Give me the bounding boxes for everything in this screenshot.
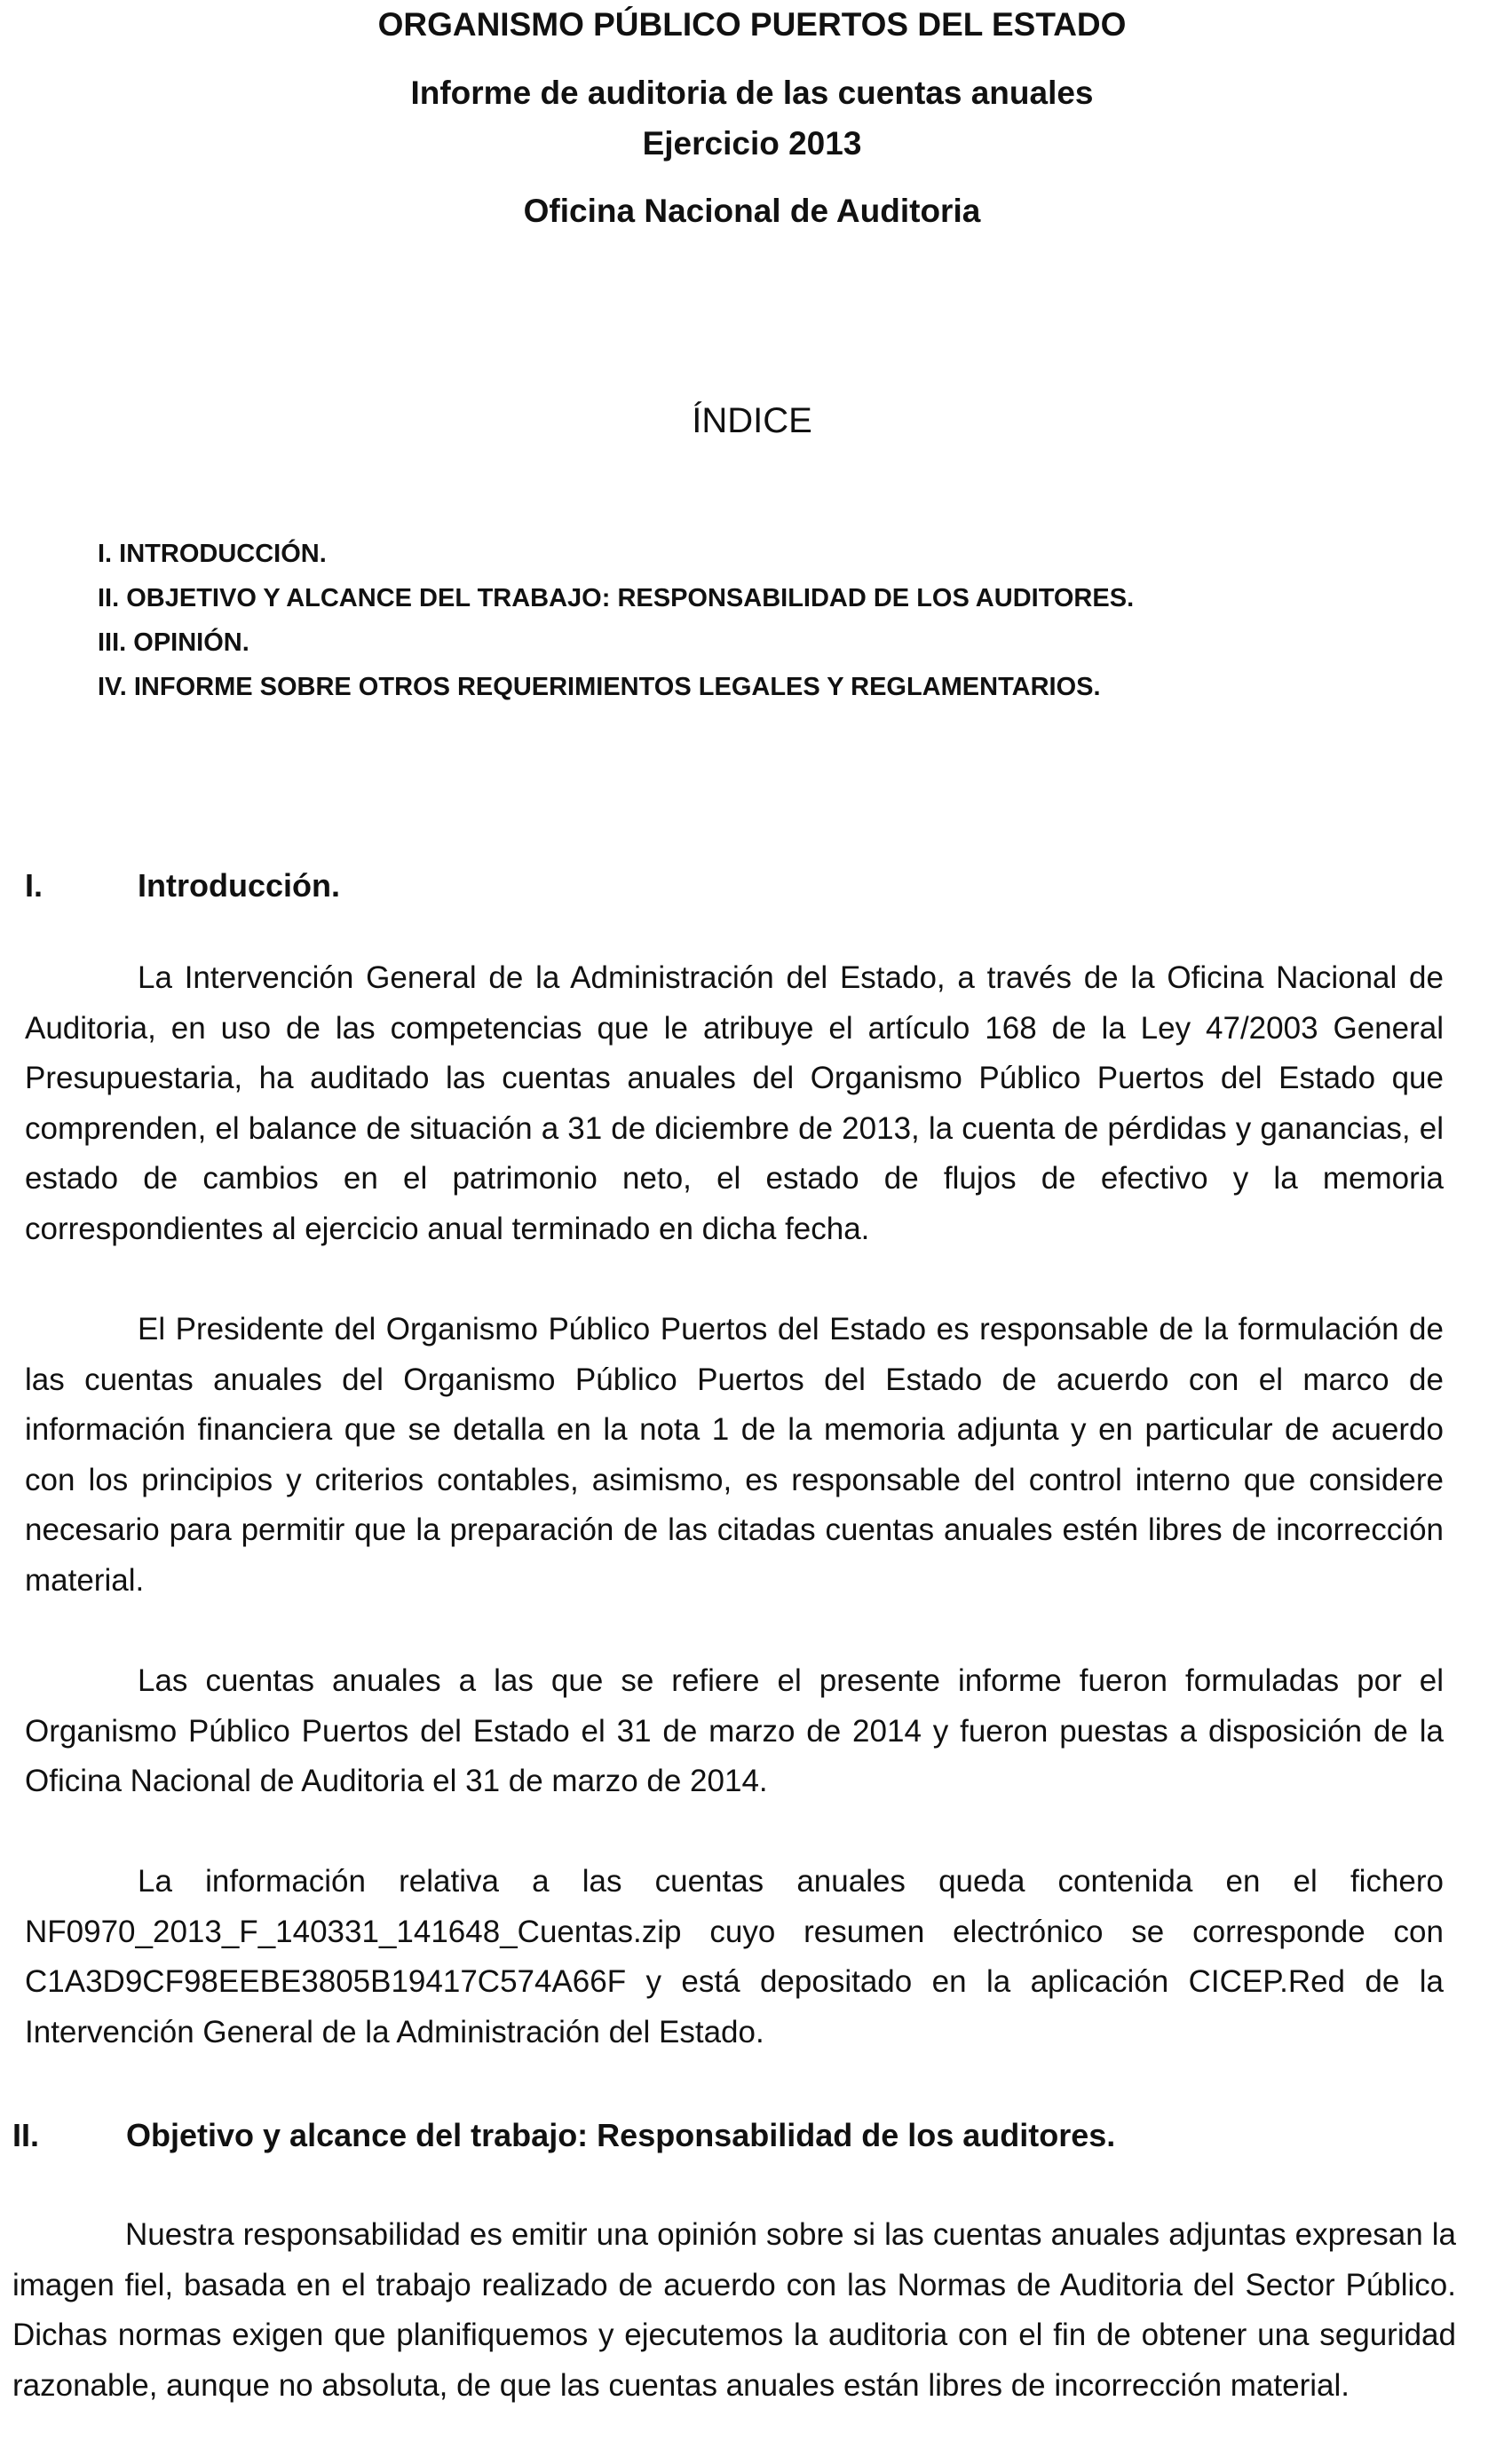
section-number: II. [12, 2117, 40, 2153]
toc-item: I. INTRODUCCIÓN. [98, 540, 327, 568]
paragraph: Nuestra responsabilidad es emitir una opinión sobre si las cuentas anuales adjuntas expresan la imagen fiel, basada en el trabajo realizado de acuerdo con las Normas de Auditoria del Sector Público. Dichas normas exigen que planifiquemos y ejecutemos la auditoria con el fin de obtener una seguridad razonable, aunque no absoluta, de que las cuentas anuales están libres de incorrección material. [12, 2217, 1456, 2403]
paragraph: La información relativa a las cuentas anuales queda contenida en el fichero NF0970_2013_F_140331_141648_Cuentas.zip cuyo resumen electrónico se corresponde con C1A3D9CF98EEBE3805B19417C574A66F y está depositado en la aplicación CICEP.Red de la Intervención General de la Administración del Estado. [25, 1864, 1444, 2049]
toc-item: III. OPINIÓN. [98, 628, 249, 657]
toc-item: IV. INFORME SOBRE OTROS REQUERIMIENTOS LEGALES Y REGLAMENTARIOS. [98, 673, 1101, 701]
office-name: Oficina Nacional de Auditoria [523, 193, 981, 229]
section-title: Objetivo y alcance del trabajo: Responsabilidad de los auditores. [126, 2117, 1116, 2153]
paragraph: El Presidente del Organismo Público Puertos del Estado es responsable de la formulación de las cuentas anuales del Organismo Público Puertos del Estado de acuerdo con el marco de información financiera que se detalla en la nota 1 de la memoria adjunta y en particular de acuerdo con los principios y criterios contables, asimismo, es responsable del control interno que considere necesario para permitir que la preparación de las citadas cuentas anuales estén libres de incorrección material. [25, 1312, 1444, 1598]
paragraph: La Intervención General de la Administración del Estado, a través de la Oficina Nacional de Auditoria, en uso de las competencias que le atribuye el artículo 168 de la Ley 47/2003 General Presupuestaria, ha auditado las cuentas anuales del Organismo Público Puertos del Estado que comprenden, el balance de situación a 31 de diciembre de 2013, la cuenta de pérdidas y ganancias, el estado de cambios en el patrimonio neto, el estado de flujos de efectivo y la memoria correspondientes al ejercicio anual terminado en dicha fecha. [25, 960, 1444, 1246]
paragraph: Las cuentas anuales a las que se refiere el presente informe fueron formuladas por el Organismo Público Puertos del Estado el 31 de marzo de 2014 y fueron puestas a disposición de la Oficina Nacional de Auditoria el 31 de marzo de 2014. [25, 1663, 1444, 1799]
report-title: Informe de auditoria de las cuentas anuales [410, 75, 1094, 111]
toc-item: II. OBJETIVO Y ALCANCE DEL TRABAJO: RESPONSABILIDAD DE LOS AUDITORES. [98, 584, 1135, 612]
fiscal-year: Ejercicio 2013 [642, 125, 862, 162]
index-title: ÍNDICE [692, 401, 812, 440]
organization-title: ORGANISMO PÚBLICO PUERTOS DEL ESTADO [377, 6, 1127, 43]
section-number: I. [25, 867, 44, 904]
section-title: Introducción. [138, 867, 340, 904]
